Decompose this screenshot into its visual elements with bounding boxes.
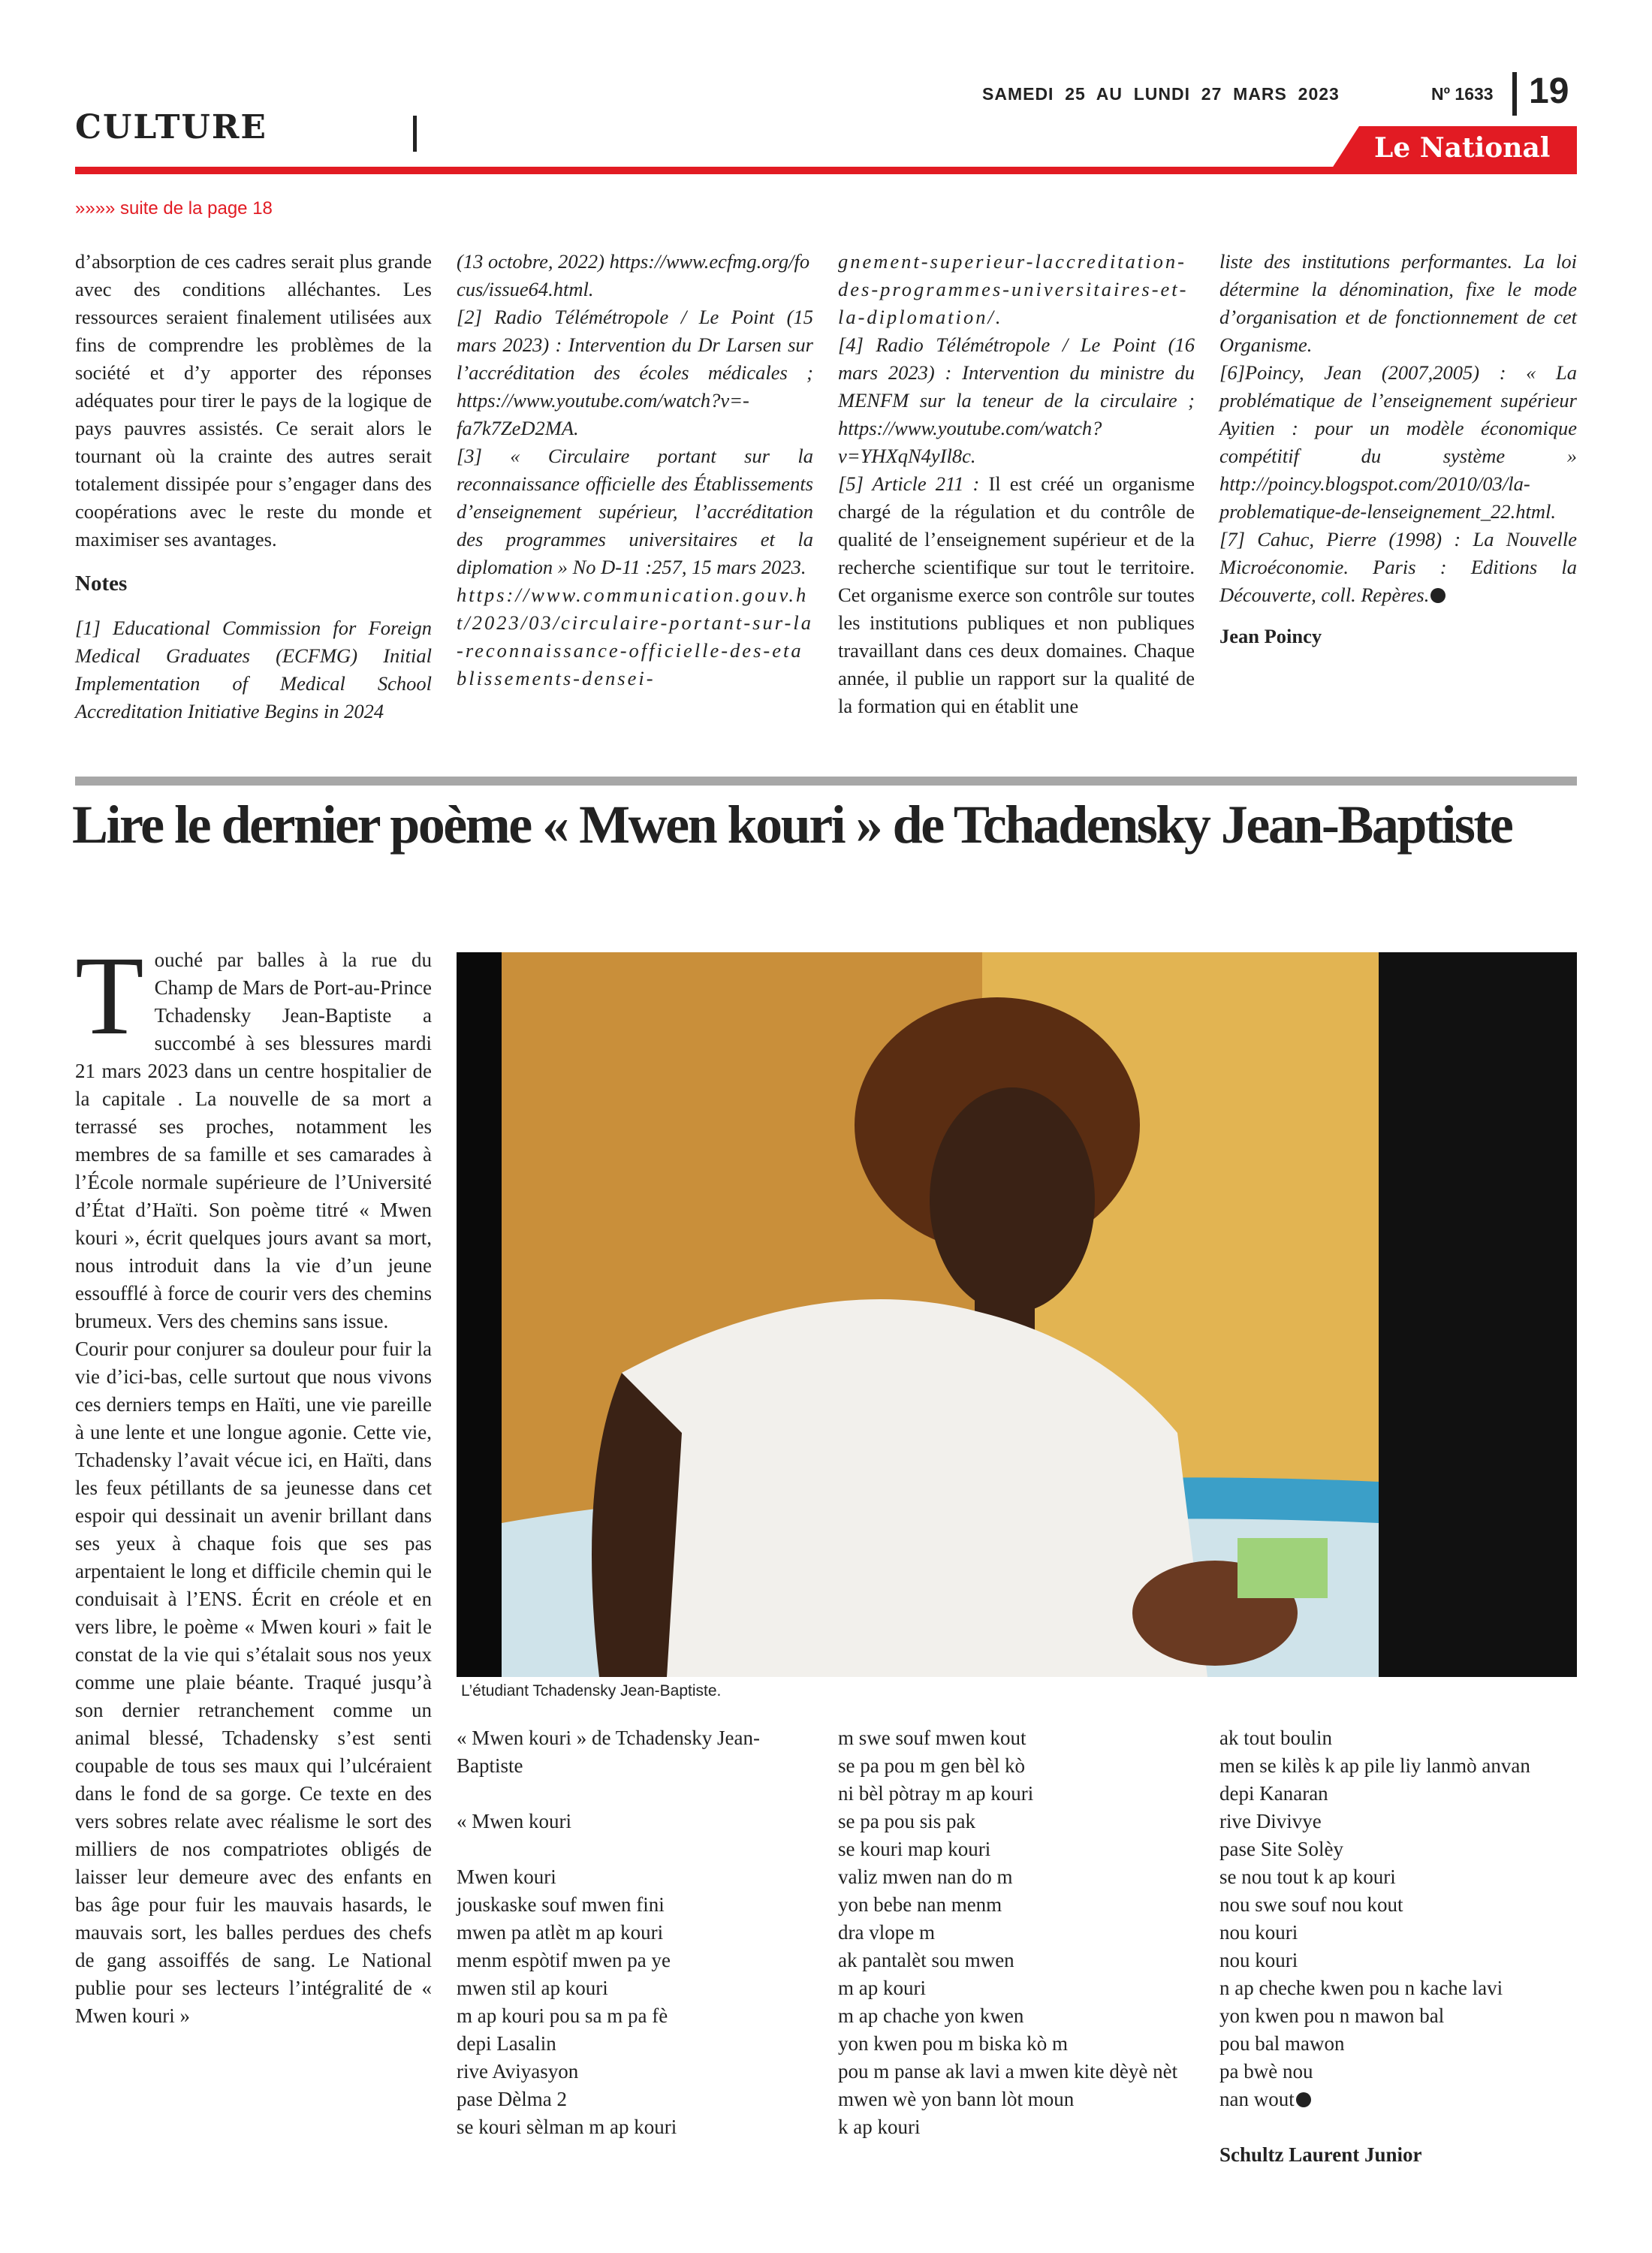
poem-line: ni bèl pòtray m ap kouri [838,1782,1034,1805]
poem-column-1 [457,1724,817,2141]
end-mark-icon [1430,588,1446,603]
note-4: [4] Radio Télémétropole / Le Point (16 mars 2023) : Intervention du ministre du MENFM sur la teneur de la circulaire ; https://www.youtube.com/watch?v=YHXqN4yIl8c. [838,333,1195,467]
lead-paragraph-2: Courir pour conjurer sa douleur pour fuir la vie d’ici-bas, celle surtout que nous vivons ces derniers temps en Haïti, une vie pareille à une lente et une longue agonie. Cette vie, Tchadensky l’avait vécue ici, en Haïti, dans les feux pétillants de sa jeunesse dans cet espoir qui dessinait un avenir brillant dans ses yeux à chaque fois que ses pas arpentaient le long et difficile chemin qui le conduisait à l’ENS. Écrit en créole et en vers libre, le poème « Mwen kouri » fait le constat de la vie qui s’étalait sous nos yeux comme une plaie béante. Traqué jusqu’à son dernier retranchement comme un animal blessé, Tchadensky s’est senti coupable de tous ses maux qui l’ulcéraient dans le fond de sa gorge. Ce texte en des vers sobres relate avec réalisme le sort des milliers de nos compatriotes obligés de laisser leur demeure avec des enfants en bas âge pour fuir les mauvais hasards, le mauvais sort, les balles perdues des chefs de gang assoiffés de sang. Le National publie pour ses lecteurs l’intégralité de « Mwen kouri » [75,1338,432,2027]
poem-line: mwen wè yon bann lòt moun [838,2088,1075,2110]
article-headline: Lire le dernier poème « Mwen kouri » de Tchadensky Jean-Baptiste [72,795,1512,855]
continued-from-link[interactable]: »»»» suite de la page 18 [75,198,273,219]
poem-line: pa bwè nou [1219,2060,1313,2083]
poem-line: nou swe souf nou kout [1219,1893,1403,1916]
poem-line: rive Divivye [1219,1810,1322,1832]
note-1-continued: (13 octobre, 2022) https://www.ecfmg.org/focus/issue64.html. [457,250,810,300]
note-5-label: [5] Article 211 : [838,472,980,495]
poem-line: k ap kouri [838,2116,921,2138]
poem-line: pou bal mawon [1219,2032,1345,2055]
article-rule [75,777,1577,786]
note-7 [1219,526,1577,609]
poem-line: rive Aviyasyon [457,2060,579,2083]
poem-line: depi Lasalin [457,2032,556,2055]
poem-line: jouskaske souf mwen fini [457,1893,665,1916]
poem-line: m ap kouri [838,1977,926,1999]
note-6: [6]Poincy, Jean (2007,2005) : « La problématique de l’enseignement supérieur Ayitien : pour un modèle économique compétitif du système » http://poincy.blogspot.com/2010/03/la-problematique-de-lenseignement_22.html. [1219,361,1577,523]
lead-paragraph-1: ouché par balles à la rue du Champ de Mars de Port-au-Prince Tchadensky Jean-Baptiste a succombé à ses blessures mardi 21 mars 2023 dans un centre hospitalier de la capitale . La nouvelle de sa mort a terrassé ses proches, notamment les membres de sa famille et ses camarades à l’École normale supérieure de l’Université d’État d’Haïti. Son poème titré « Mwen kouri », écrit quelques jours avant sa mort, nous introduit dans la vie d’un jeune essoufflé à force de courir vers des chemins brumeux. Vers des chemins sans issue. [75,949,432,1332]
upper-column-2 [457,248,813,692]
poem-line: m ap kouri pou sa m pa fè [457,2004,668,2027]
poem-line: se kouri map kouri [838,1838,991,1860]
end-mark-icon [1296,2092,1311,2107]
note-3: [3] « Circulaire portant sur la reconnaissance officielle des Établissements d’enseignement supérieur, l’accréditation des programmes universitaires et la diplomation » No D-11 :257, 15 mars 2023. [457,445,813,578]
poem-line: « Mwen kouri » de Tchadensky Jean-Baptiste [457,1727,761,1777]
upper-column-4 [1219,248,1577,650]
poem-line: dra vlope m [838,1921,935,1944]
poem-line: pase Site Solèy [1219,1838,1343,1860]
poem-line: « Mwen kouri [457,1810,571,1832]
poem-line: se pa pou m gen bèl kò [838,1754,1025,1777]
author-byline: Jean Poincy [1219,625,1322,647]
poem-line: se pa pou sis pak [838,1810,975,1832]
poem-line: se kouri sèlman m ap kouri [457,2116,677,2138]
poem-line: yon kwen pou n mawon bal [1219,2004,1445,2027]
page-number: 19 [1529,71,1569,111]
poem-line: ak pantalèt sou mwen [838,1949,1014,1971]
article-lead-column [75,933,432,2030]
page-number-divider [1512,72,1517,116]
poem-last-line: nan wout [1219,2088,1295,2110]
body-paragraph: d’absorption de ces cadres serait plus grande avec des conditions alléchantes. Les ressources seraient finalement utilisées aux fins de comprendre les problèmes de la société et d’y apporter des réponses adéquates pour tirer le pays de la logique de pays pauvres assistés. Ce serait alors le tournant où la crainte des autres serait totalement dissipée pour s’engager dans des coopérations avec le reste du monde et maximiser ses avantages. [75,250,432,550]
note-5-continued: liste des institutions performantes. La loi détermine la dénomination, fixe le mode d’organisation et de fonctionnement de cet Organisme. [1219,250,1577,356]
poem-column-2 [838,1724,1198,2141]
issue-number: Nº 1633 [1431,84,1494,104]
poem-line: mwen pa atlèt m ap kouri [457,1921,664,1944]
poem-line [457,1780,817,1808]
poem-line: n ap cheche kwen pou n kache lavi [1219,1977,1503,1999]
poem-line: Mwen kouri [457,1865,556,1888]
note-2: [2] Radio Télémétropole / Le Point (15 mars 2023) : Intervention du Dr Larsen sur l’accréditation des écoles médicales ; https://www.youtube.com/watch?v=-fa7k7ZeD2MA. [457,306,813,439]
poem-line: yon kwen pou m biska kò m [838,2032,1068,2055]
poem-line: pou m panse ak lavi a mwen kite dèyè nèt [838,2060,1178,2083]
date-line: SAMEDI 25 AU LUNDI 27 MARS 2023 [982,84,1340,104]
poem-line: ak tout boulin [1219,1727,1332,1749]
upper-column-3 [838,248,1195,720]
poem-line: mwen stil ap kouri [457,1977,608,1999]
note-3-url[interactable]: https://www.communication.gouv.ht/2023/03/circulaire-portant-sur-la-reconnaissance-officielle-des-etablissements-densei- [457,584,813,689]
poem-author-byline: Schultz Laurent Junior [1219,2143,1422,2166]
brand-name: Le National [1374,132,1551,164]
poem-line [457,1835,817,1863]
photo-illustration [457,952,1577,1677]
poem-line: m swe souf mwen kout [838,1727,1026,1749]
note-1: [1] Educational Commission for Foreign Medical Graduates (ECFMG) Initial Implementation of Medical School Accreditation Initiative Begins in 2024 [75,617,432,722]
poem-line: yon bebe nan menm [838,1893,1002,1916]
drop-cap: T [75,933,144,1058]
note-5 [838,470,1195,720]
poem-line: nou kouri [1219,1949,1298,1971]
upper-column-1 [75,248,432,725]
poem-line: m ap chache yon kwen [838,2004,1024,2027]
poem-line: pase Dèlma 2 [457,2088,567,2110]
poem-line: se nou tout k ap kouri [1219,1865,1396,1888]
note-7-text: [7] Cahuc, Pierre (1998) : La Nouvelle Microéconomie. Paris : Editions la Découverte, coll. Repères. [1219,528,1577,606]
poem-line: valiz mwen nan do m [838,1865,1013,1888]
poem-line: menm espòtif mwen pa ye [457,1949,671,1971]
note-5-text: Il est créé un organisme chargé de la régulation et du contrôle de qualité de l’enseignement supérieur et de la recherche scientifique sur tout le territoire. Cet organisme exerce son contrôle sur toutes les institutions publiques et non publiques travaillant dans ces deux domaines. Chaque année, il publie un rapport sur la qualité de la formation qui en établit une [838,472,1195,717]
poem-line: nou kouri [1219,1921,1298,1944]
section-divider [413,116,417,152]
poem-line [1219,2086,1580,2113]
note-3-url-continued[interactable]: gnement-superieur-laccreditation-des-programmes-universitaires-et-la-diplomation/. [838,250,1189,328]
poem-column-3 [1219,1724,1580,2169]
section-title: CULTURE [75,108,267,146]
article-photo [457,952,1577,1677]
photo-caption: L’étudiant Tchadensky Jean-Baptiste. [461,1682,722,1700]
poem-line: depi Kanaran [1219,1782,1328,1805]
notes-heading: Notes [75,572,128,596]
poem-line: men se kilès k ap pile liy lanmò anvan [1219,1754,1530,1777]
